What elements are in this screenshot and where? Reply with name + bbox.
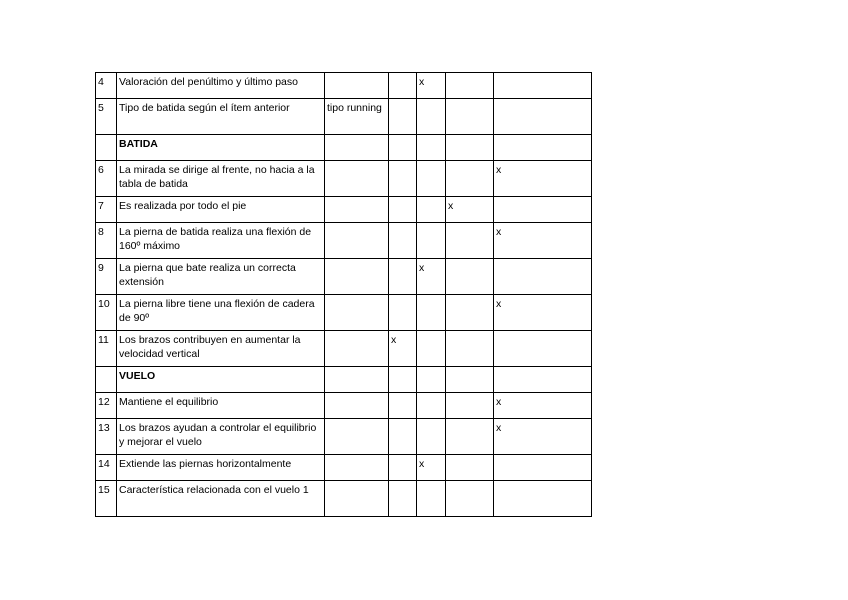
- item-description: Es realizada por todo el pie: [117, 197, 325, 223]
- rating-cell-1: [325, 223, 389, 259]
- rating-cell-4: [446, 161, 494, 197]
- rating-cell-5: x: [494, 161, 592, 197]
- item-number: 7: [96, 197, 117, 223]
- section-header-row: [96, 135, 592, 161]
- table-row: [96, 161, 592, 197]
- rating-cell-4: x: [446, 197, 494, 223]
- rating-cell-3: x: [417, 73, 446, 99]
- item-number: 8: [96, 223, 117, 259]
- rating-cell-1: [325, 455, 389, 481]
- rating-cell-1: [325, 259, 389, 295]
- rating-cell-1: [325, 73, 389, 99]
- rating-cell-1: [325, 481, 389, 517]
- rating-cell-3: [417, 197, 446, 223]
- rating-cell-4: [446, 73, 494, 99]
- item-number: 15: [96, 481, 117, 517]
- table-row: [96, 197, 592, 223]
- rating-cell-5: [494, 455, 592, 481]
- section-header-row: [96, 367, 592, 393]
- rating-cell-1: tipo running: [325, 99, 389, 135]
- rating-cell-3: x: [417, 259, 446, 295]
- table-row: [96, 419, 592, 455]
- rating-cell-4: [446, 99, 494, 135]
- rating-cell-2: [389, 73, 417, 99]
- rating-cell-3: [417, 161, 446, 197]
- rating-cell-3: x: [417, 455, 446, 481]
- table-row: [96, 73, 592, 99]
- item-number: 6: [96, 161, 117, 197]
- rating-cell-2: [389, 223, 417, 259]
- item-description: Los brazos ayudan a controlar el equilibrio y mejorar el vuelo: [117, 419, 325, 455]
- table-row: [96, 223, 592, 259]
- rating-cell-3: [417, 223, 446, 259]
- item-description: La mirada se dirige al frente, no hacia a la tabla de batida: [117, 161, 325, 197]
- rating-cell-3: [417, 481, 446, 517]
- rating-cell-2: [389, 455, 417, 481]
- rating-cell-5: x: [494, 419, 592, 455]
- item-description: Mantiene el equilibrio: [117, 393, 325, 419]
- rating-cell-3: [417, 295, 446, 331]
- rating-cell-2: [389, 197, 417, 223]
- item-number: [96, 135, 117, 161]
- rating-cell-5: [494, 135, 592, 161]
- table-row: [96, 393, 592, 419]
- item-description: La pierna libre tiene una flexión de cadera de 90º: [117, 295, 325, 331]
- rating-cell-2: [389, 419, 417, 455]
- rating-cell-2: [389, 481, 417, 517]
- rating-cell-4: [446, 455, 494, 481]
- item-number: 14: [96, 455, 117, 481]
- table-row: [96, 481, 592, 517]
- item-number: [96, 367, 117, 393]
- rating-cell-5: [494, 73, 592, 99]
- rating-cell-1: [325, 331, 389, 367]
- item-number: 9: [96, 259, 117, 295]
- rating-cell-5: [494, 367, 592, 393]
- item-description: Los brazos contribuyen en aumentar la velocidad vertical: [117, 331, 325, 367]
- rating-cell-5: [494, 99, 592, 135]
- section-title: VUELO: [117, 367, 325, 393]
- rating-cell-2: [389, 161, 417, 197]
- rating-cell-3: [417, 393, 446, 419]
- rating-cell-4: [446, 331, 494, 367]
- item-description: Extiende las piernas horizontalmente: [117, 455, 325, 481]
- item-description: La pierna de batida realiza una flexión de 160º máximo: [117, 223, 325, 259]
- rating-cell-4: [446, 481, 494, 517]
- rating-cell-5: x: [494, 393, 592, 419]
- rating-cell-4: [446, 259, 494, 295]
- rating-cell-5: [494, 259, 592, 295]
- rating-cell-1: [325, 419, 389, 455]
- rating-cell-4: [446, 135, 494, 161]
- rating-cell-5: [494, 481, 592, 517]
- item-description: Tipo de batida según el ítem anterior: [117, 99, 325, 135]
- rating-cell-2: [389, 367, 417, 393]
- rating-cell-2: [389, 99, 417, 135]
- rating-cell-1: [325, 367, 389, 393]
- table-row: [96, 295, 592, 331]
- rating-cell-4: [446, 393, 494, 419]
- rating-cell-4: [446, 367, 494, 393]
- rating-cell-5: x: [494, 295, 592, 331]
- section-title: BATIDA: [117, 135, 325, 161]
- rating-cell-3: [417, 99, 446, 135]
- rating-cell-5: [494, 331, 592, 367]
- rating-cell-3: [417, 135, 446, 161]
- rating-cell-1: [325, 161, 389, 197]
- rating-cell-5: x: [494, 223, 592, 259]
- table-row: [96, 331, 592, 367]
- rating-cell-2: [389, 393, 417, 419]
- item-description: La pierna que bate realiza un correcta extensión: [117, 259, 325, 295]
- item-number: 10: [96, 295, 117, 331]
- item-number: 4: [96, 73, 117, 99]
- rating-cell-5: [494, 197, 592, 223]
- rating-cell-2: [389, 259, 417, 295]
- item-number: 5: [96, 99, 117, 135]
- rating-cell-4: [446, 419, 494, 455]
- rating-cell-2: [389, 135, 417, 161]
- item-number: 12: [96, 393, 117, 419]
- table-row: [96, 455, 592, 481]
- rating-cell-1: [325, 197, 389, 223]
- item-description: Valoración del penúltimo y último paso: [117, 73, 325, 99]
- item-description: Característica relacionada con el vuelo 1: [117, 481, 325, 517]
- evaluation-table: [95, 72, 592, 517]
- rating-cell-4: [446, 295, 494, 331]
- table-row: [96, 99, 592, 135]
- item-number: 13: [96, 419, 117, 455]
- rating-cell-3: [417, 331, 446, 367]
- rating-cell-3: [417, 419, 446, 455]
- rating-cell-2: x: [389, 331, 417, 367]
- rating-cell-3: [417, 367, 446, 393]
- rating-cell-1: [325, 135, 389, 161]
- rating-cell-1: [325, 295, 389, 331]
- item-number: 11: [96, 331, 117, 367]
- table-row: [96, 259, 592, 295]
- rating-cell-4: [446, 223, 494, 259]
- rating-cell-1: [325, 393, 389, 419]
- rating-cell-2: [389, 295, 417, 331]
